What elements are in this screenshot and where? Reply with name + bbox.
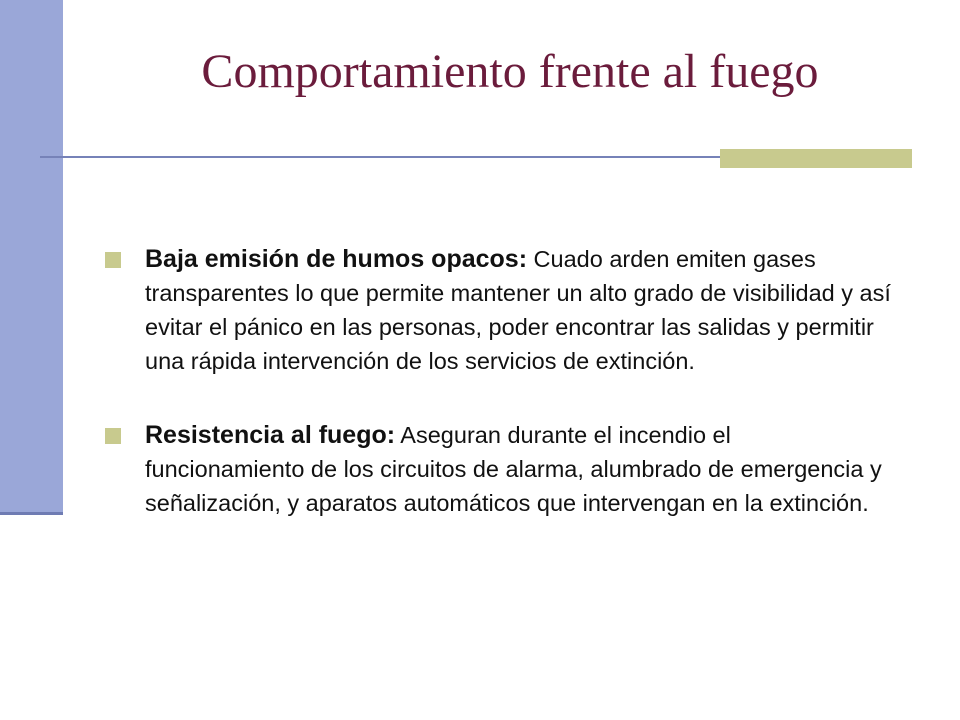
square-bullet-icon [105, 252, 121, 268]
bullet-heading: Baja emisión de humos opacos: [145, 245, 528, 273]
square-bullet-icon [105, 428, 121, 444]
bullet-list [105, 242, 895, 560]
left-decorative-bar [0, 0, 63, 512]
bullet-text: Cuado arden emiten gases transparentes lo que permite mantener un alto grado de visibilidad y así evitar el pánico en las personas, poder encontrar las salidas y permitir una rápida intervención de los servicios de extinción. [145, 246, 891, 374]
bullet-text: Aseguran durante el incendio el funcionamiento de los circuitos de alarma, alumbrado de emergencia y señalización, y aparatos automáticos que intervengan en la extinción. [145, 422, 882, 516]
title-accent-block [720, 149, 912, 168]
slide-title: Comportamiento frente al fuego [201, 45, 819, 98]
bullet-item-resistencia [105, 418, 895, 520]
bullet-heading: Resistencia al fuego: [145, 421, 396, 449]
bullet-item-humos [105, 242, 895, 378]
